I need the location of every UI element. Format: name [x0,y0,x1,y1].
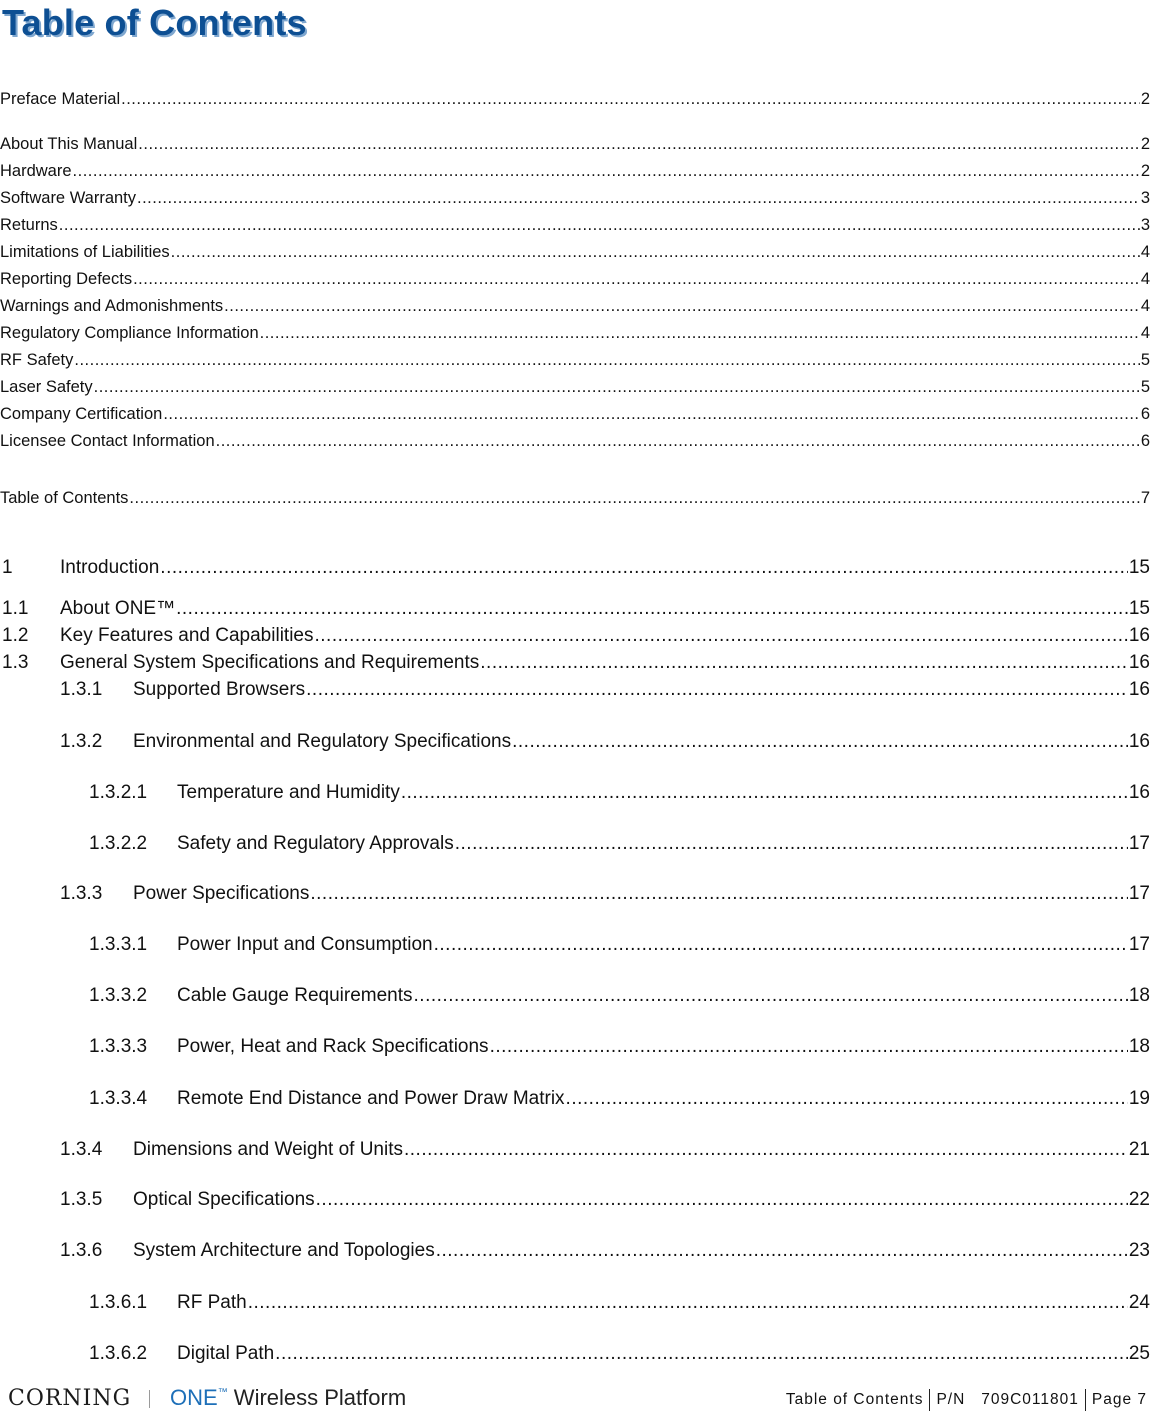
toc-leader [434,934,1128,956]
toc-entry[interactable] [0,405,1150,429]
toc-entry-label: Cable Gauge Requirements [177,985,413,1006]
toc-entry[interactable] [0,189,1150,213]
toc-entry-label: RF Safety [0,351,74,369]
toc-entry-label: Regulatory Compliance Information [0,324,259,342]
toc-entry[interactable] [0,652,1150,676]
toc-entry-number: 1.3 [2,652,29,673]
toc-leader [129,489,1139,508]
logo-divider [149,1390,150,1408]
toc-leader [133,270,1140,289]
toc-entry-label: Power Input and Consumption [177,934,433,955]
toc-entry-label: Software Warranty [0,189,137,207]
toc-leader [171,243,1140,262]
toc-entry-label: Digital Path [177,1343,275,1364]
toc-entry-label: General System Specifications and Requirements [60,652,480,673]
toc-entry-page: 21 [1128,1139,1150,1160]
toc-entry-number: 1.3.4 [60,1139,103,1160]
toc-entry-page: 4 [1140,324,1150,342]
page-footer [0,1380,1155,1413]
toc-entry-label: RF Path [177,1292,247,1313]
toc-entry[interactable] [0,883,1150,907]
toc-leader [436,1240,1128,1262]
toc-entry-label: Warnings and Admonishments [0,297,224,315]
toc-entry[interactable] [0,1088,1150,1112]
toc-entry-page: 2 [1140,90,1150,108]
toc-entry-label: Limitations of Liabilities [0,243,170,261]
toc-entry[interactable] [0,598,1150,622]
toc-entry-page: 7 [1140,489,1150,507]
toc-entry-label: Licensee Contact Information [0,432,215,450]
toc-entry[interactable] [0,297,1150,321]
toc-entry[interactable] [0,324,1150,348]
toc-entry[interactable] [0,489,1150,513]
toc-entry-page: 16 [1128,625,1150,646]
toc-leader [163,405,1139,424]
toc-leader [176,598,1128,620]
toc-entry[interactable] [0,934,1150,958]
footer-page-number: Page 7 [1091,1391,1147,1408]
toc-entry[interactable] [0,351,1150,375]
toc-entry[interactable] [0,782,1150,806]
toc-entry-page: 3 [1140,216,1150,234]
one-wireless-logo [170,1385,406,1411]
toc-entry-number: 1.3.6.1 [89,1292,148,1313]
toc-entry-label: Temperature and Humidity [177,782,400,803]
toc-leader [414,985,1128,1007]
toc-leader [404,1139,1128,1161]
toc-entry-page: 3 [1140,189,1150,207]
logo-product-text: Wireless Platform [227,1385,407,1410]
toc-entry[interactable] [0,135,1150,159]
toc-entry-page: 19 [1128,1088,1150,1109]
toc-entry-label: Safety and Regulatory Approvals [177,833,454,854]
toc-entry-number: 1.3.3.4 [89,1088,148,1109]
toc-entry-page: 18 [1128,985,1150,1006]
toc-leader [224,297,1140,316]
toc-entry[interactable] [0,378,1150,402]
toc-entry-number: 1.3.2.2 [89,833,148,854]
logo-one-text: ONE [170,1385,218,1410]
toc-entry[interactable] [0,625,1150,649]
toc-leader [121,90,1140,109]
footer-section: Table of Contents [785,1391,924,1408]
toc-entry-page: 6 [1140,405,1150,423]
toc-entry-page: 16 [1128,652,1150,673]
toc-entry-label: Optical Specifications [133,1189,315,1210]
toc-entry-page: 15 [1128,557,1150,578]
toc-entry-page: 2 [1140,135,1150,153]
toc-entry-label: Dimensions and Weight of Units [133,1139,403,1160]
toc-leader [512,731,1128,753]
corning-logo: CORNING [8,1386,132,1411]
toc-entry[interactable] [0,216,1150,240]
toc-leader [94,378,1140,397]
toc-entry[interactable] [0,1240,1150,1264]
toc-entry-number: 1.2 [2,625,29,646]
toc-leader [310,883,1127,905]
toc-entry-page: 17 [1128,934,1150,955]
toc-entry[interactable] [0,162,1150,186]
toc-leader [59,216,1140,235]
toc-leader [316,1189,1128,1211]
toc-entry-label: Power Specifications [133,883,310,904]
toc-entry-number: 1.3.2.1 [89,782,148,803]
toc-leader [216,432,1140,451]
toc-leader [401,782,1128,804]
footer-divider [929,1389,930,1411]
toc-entry-number: 1.3.6.2 [89,1343,148,1364]
toc-entry[interactable] [0,1139,1150,1163]
toc-entry-page: 24 [1128,1292,1150,1313]
toc-entry-page: 4 [1140,243,1150,261]
toc-entry[interactable] [0,1189,1150,1213]
toc-entry-number: 1.3.5 [60,1189,103,1210]
toc-entry-label: Returns [0,216,58,234]
footer-info [786,1389,1147,1411]
toc-entry-label: Supported Browsers [133,679,306,700]
toc-leader [73,162,1140,181]
toc-entry[interactable] [0,90,1150,114]
toc-entry[interactable] [0,833,1150,857]
toc-entry-number: 1.3.3 [60,883,103,904]
toc-leader [248,1292,1128,1314]
toc-entry-page: 25 [1128,1343,1150,1364]
toc-entry-label: System Architecture and Topologies [133,1240,435,1261]
toc-leader [138,135,1140,154]
toc-entry-number: 1.3.1 [60,679,103,700]
toc-leader [306,679,1128,701]
toc-entry-label: Preface Material [0,90,121,108]
toc-entry-label: Hardware [0,162,72,180]
toc-entry-page: 2 [1140,162,1150,180]
footer-part-number: P/N 709C011801 [936,1391,1079,1408]
toc-entry-label: Reporting Defects [0,270,133,288]
toc-entry-label: Company Certification [0,405,163,423]
toc-entry-number: 1 [2,557,13,578]
toc-entry-page: 15 [1128,598,1150,619]
toc-entry[interactable] [0,270,1150,294]
toc-entry-page: 5 [1140,378,1150,396]
toc-entry[interactable] [0,1036,1150,1060]
footer-divider [1085,1389,1086,1411]
toc-entry-label: Key Features and Capabilities [60,625,314,646]
toc-entry-label: Introduction [60,557,160,578]
toc-leader [275,1343,1128,1365]
toc-entry[interactable] [0,557,1150,581]
toc-entry-number: 1.3.3.1 [89,934,148,955]
toc-leader [455,833,1128,855]
toc-entry-label: Table of Contents [0,489,129,507]
toc-entry-label: Remote End Distance and Power Draw Matrix [177,1088,565,1109]
toc-leader [314,625,1127,647]
toc-leader [480,652,1128,674]
toc-entry[interactable] [0,432,1150,456]
toc-entry-page: 17 [1128,883,1150,904]
toc-entry-page: 6 [1140,432,1150,450]
toc-entry-label: About This Manual [0,135,138,153]
toc-entry-page: 23 [1128,1240,1150,1261]
page-title: Table of Contents [2,2,307,43]
toc-entry-label: Laser Safety [0,378,93,396]
toc-entry[interactable] [0,679,1150,703]
toc-leader [74,351,1139,370]
toc-entry-label: Power, Heat and Rack Specifications [177,1036,489,1057]
toc-leader [137,189,1140,208]
toc-entry-number: 1.3.2 [60,731,103,752]
toc-entry-page: 16 [1128,679,1150,700]
toc-leader [490,1036,1128,1058]
toc-entry-page: 16 [1128,731,1150,752]
toc-entry-page: 4 [1140,270,1150,288]
toc-entry-page: 4 [1140,297,1150,315]
toc-entry[interactable] [0,985,1150,1009]
toc-leader [260,324,1140,343]
toc-entry[interactable] [0,243,1150,267]
toc-entry-number: 1.1 [2,598,29,619]
toc-entry-number: 1.3.3.2 [89,985,148,1006]
toc-entry[interactable] [0,1343,1150,1367]
toc-entry-page: 17 [1128,833,1150,854]
toc-entry-label: About ONE™ [60,598,176,619]
toc-entry[interactable] [0,731,1150,755]
toc-entry[interactable] [0,1292,1150,1316]
toc-leader [160,557,1128,579]
toc-entry-page: 22 [1128,1189,1150,1210]
toc-entry-page: 16 [1128,782,1150,803]
toc-entry-number: 1.3.3.3 [89,1036,148,1057]
toc-entry-page: 18 [1128,1036,1150,1057]
toc-leader [566,1088,1128,1110]
toc-entry-number: 1.3.6 [60,1240,103,1261]
logo-trademark: ™ [217,1387,228,1398]
toc-entry-label: Environmental and Regulatory Specifications [133,731,512,752]
toc-entry-page: 5 [1140,351,1150,369]
